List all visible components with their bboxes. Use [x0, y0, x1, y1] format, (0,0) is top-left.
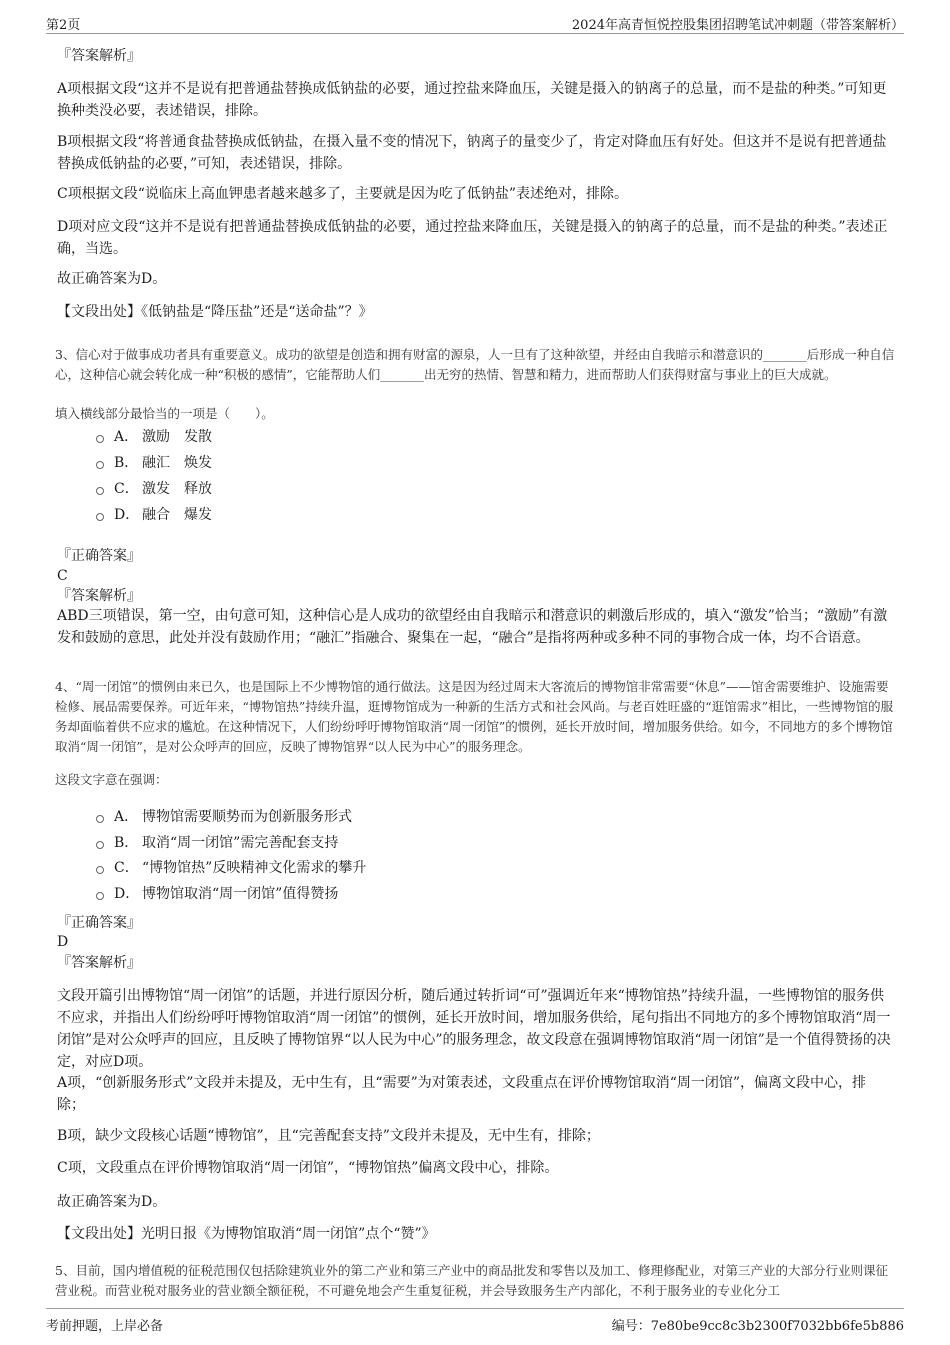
q3-option-d[interactable]: D． 融合 爆发 [96, 504, 212, 526]
q4-analysis: 文段开篇引出博物馆“周一闭馆”的话题，并进行原因分析，随后通过转折词“可”强调近年来“博物馆热”持续升温，一些博物馆的服务供不应求，并指出人们纷纷呼吁博物馆取消“周一闭馆”的惯例，延长开放时间，增加服务供给，尾句指出不同地方的多个博物馆取消“周一闭馆”是对公众呼声的回应，且反映了博物馆界“以人民为中心”的服务理念，故文段意在强调博物馆取消“周一闭馆”是一个值得赞扬的决定，对应D项。 [57, 988, 891, 1070]
q3-option-b[interactable]: B． 融汇 焕发 [96, 452, 212, 474]
q4-source: 【文段出处】光明日报《为博物馆取消“周一闭馆”点个“赞”》 [57, 1226, 436, 1242]
q2-source: 【文段出处】《低钠盐是“降压盐”还是“送命盐”？》 [57, 304, 373, 320]
q4-option-c[interactable]: C． “博物馆热”反映精神文化需求的攀升 [96, 857, 366, 879]
q3-ask: 填入横线部分最恰当的一项是（ ）。 [55, 406, 274, 421]
page-header [0, 0, 950, 36]
q3-option-a[interactable]: A． 激励 发散 [96, 426, 212, 448]
page-number: 第2页 [46, 18, 81, 33]
q4-analysis-c: C项，文段重点在评价博物馆取消“周一闭馆”，“博物馆热”偏离文段中心，排除。 [57, 1160, 559, 1176]
q4-analysis-a: A项，“创新服务形式”文段并未提及，无中生有，且“需要”为对策表述，文段重点在评价博物馆取消“周一闭馆”，偏离文段中心，排除； [57, 1075, 867, 1113]
radio-icon[interactable] [96, 513, 104, 521]
q4-option-a[interactable]: A． 博物馆需要顺势而为创新服务形式 [96, 806, 352, 828]
radio-icon[interactable] [96, 866, 104, 874]
radio-icon[interactable] [96, 815, 104, 823]
radio-icon[interactable] [96, 461, 104, 469]
q3-answer-heading: 『正确答案』 [57, 548, 141, 564]
radio-icon[interactable] [96, 487, 104, 495]
q4-analysis-b: B项，缺少文段核心话题“博物馆”，且“完善配套支持”文段并未提及，无中生有，排除； [57, 1128, 600, 1144]
q2-conclusion: 故正确答案为D。 [57, 271, 167, 287]
header-divider [46, 33, 904, 34]
q4-answer-heading: 『正确答案』 [57, 915, 141, 931]
q2-analysis-a: A项根据文段“这并不是说有把普通盐替换成低钠盐的必要，通过控盐来降血压，关键是摄入的钠离子的总量，而不是盐的种类。”可知更换种类没必要，表述错误，排除。 [57, 81, 887, 119]
q4-answer: D [57, 934, 69, 950]
radio-icon[interactable] [96, 435, 104, 443]
q2-analysis-b: B项根据文段“将普通食盐替换成低钠盐，在摄入量不变的情况下，钠离子的量变少了，肯定对降血压有好处。但这并不是说有把普通盐替换成低钠盐的必要，”可知，表述错误，排除。 [57, 134, 887, 172]
q2-analysis-heading: 『答案解析』 [57, 48, 141, 64]
q4-stem: 4、“周一闭馆”的惯例由来已久，也是国际上不少博物馆的通行做法。这是因为经过周末大客流后的博物馆非常需要“休息”——馆舍需要维护、设施需要检修、展品需要保养。可近年来，“博物馆热”持续升温，逛博物馆成为一种新的生活方式和社会风尚。与老百姓旺盛的“逛馆需求”相比，一些博物馆的服务却面临着供不应求的尴尬。在这种情况下，人们纷纷呼吁博物馆取消“周一闭馆”的惯例，延长开放时间，增加服务供给。如今，不同地方的多个博物馆取消“周一闭馆”，是对公众呼声的回应，反映了博物馆界“以人民为中心”的服务理念。 [55, 679, 894, 754]
q2-analysis-c: C项根据文段“说临床上高血钾患者越来越多了，主要就是因为吃了低钠盐”表述绝对，排除。 [57, 186, 629, 202]
page-footer [0, 1308, 950, 1345]
q4-analysis-heading: 『答案解析』 [57, 955, 141, 971]
q3-analysis-heading: 『答案解析』 [57, 588, 141, 604]
document-title: 2024年高青恒悦控股集团招聘笔试冲刺题（带答案解析） [571, 18, 904, 33]
q3-answer: C [57, 568, 68, 584]
q4-conclusion: 故正确答案为D。 [57, 1194, 167, 1210]
q2-analysis-d: D项对应文段“这并不是说有把普通盐替换成低钠盐的必要，通过控盐来降血压，关键是摄入的钠离子的总量，而不是盐的种类。”表述正确，当选。 [57, 219, 888, 257]
q4-ask: 这段文字意在强调： [55, 772, 168, 787]
footer-divider [46, 1308, 904, 1309]
document-id: 编号：7e80be9cc8c3b2300f7032bb6fe5b886 [611, 1319, 904, 1334]
q4-option-b[interactable]: B． 取消“周一闭馆”需完善配套支持 [96, 832, 338, 854]
q3-stem: 3、信心对于做事成功者具有重要意义。成功的欲望是创造和拥有财富的源泉，人一旦有了这种欲望，并经由自我暗示和潜意识的_______后形成一种自信心，这种信心就会转化成一种“积极的感情”，它能帮助人们_______出无穷的热情、智慧和精力，进而帮助人们获得财富与事业上的巨大成就。 [55, 347, 895, 382]
q5-stem: 5、目前，国内增值税的征税范围仅包括除建筑业外的第二产业和第三产业中的商品批发和零售以及加工、修理修配业，对第三产业的大部分行业则课征营业税。而营业税对服务业的营业额全额征税，不可避免地会产生重复征税，并会导致服务生产内部化，不利于服务业的专业化分工 [55, 1263, 888, 1298]
q3-option-c[interactable]: C． 激发 释放 [96, 478, 212, 500]
radio-icon[interactable] [96, 841, 104, 849]
q3-analysis: ABD三项错误，第一空，由句意可知，这种信心是人成功的欲望经由自我暗示和潜意识的刺激后形成的，填入“激发”恰当；“激励”有激发和鼓励的意思，此处并没有鼓励作用；“融汇”指融合、聚集在一起，“融合”是指将两种或多种不同的事物合成一体，均不合语意。 [57, 608, 888, 646]
q4-option-d[interactable]: D． 博物馆取消“周一闭馆”值得赞扬 [96, 883, 338, 905]
radio-icon[interactable] [96, 892, 104, 900]
footer-slogan: 考前押题，上岸必备 [46, 1319, 164, 1334]
